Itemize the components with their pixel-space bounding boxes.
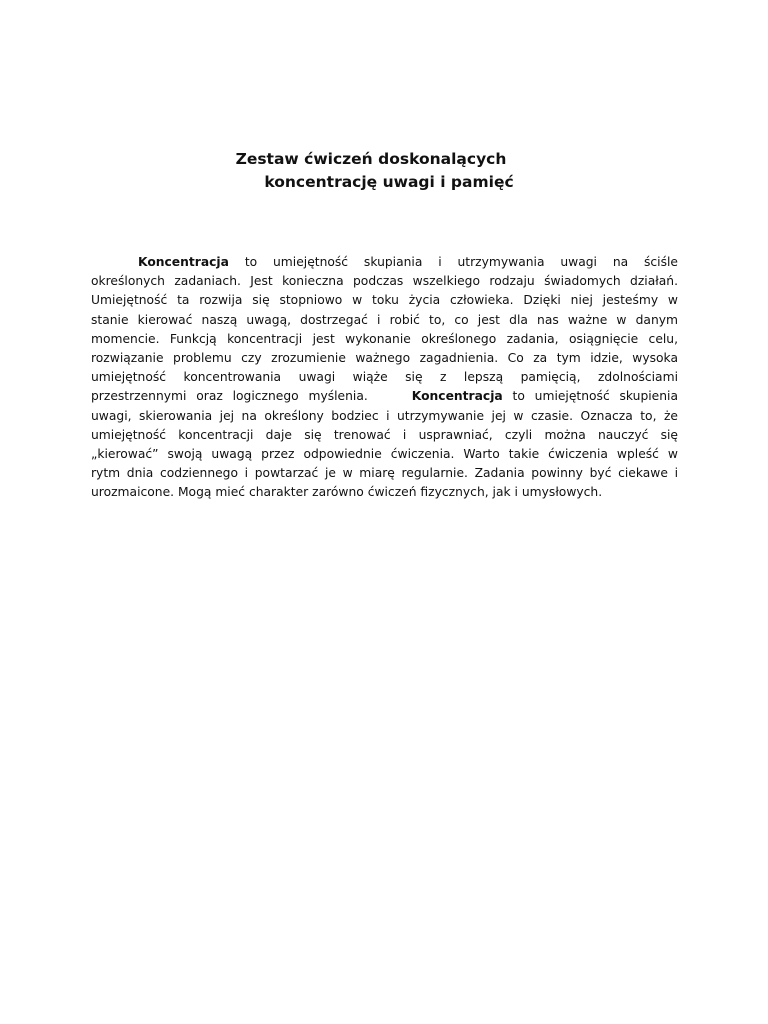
paragraph-line: określonych zadaniach. Jest konieczna podczas wszelkiego rodzaju świadomych działań. [91, 274, 678, 289]
paragraph-line: momencie. Funkcją koncentracji jest wykonanie określonego zadania, osiągnięcie celu, [91, 331, 678, 346]
paragraph-line: uwagi, skierowania jej na określony bodziec i utrzymywanie jej w czasie. Oznacza to, że [91, 408, 678, 423]
paragraph-line: Umiejętność ta rozwija się stopniowo w toku życia człowieka. Dzięki niej jesteśmy w [91, 293, 678, 308]
document-title [0, 148, 768, 194]
title-line-2: koncentrację uwagi i pamięć [264, 173, 514, 191]
keyword: Koncentracja [138, 255, 229, 269]
paragraph-line: umiejętność koncentrowania uwagi wiąże się z lepszą pamięcią, zdolnościami [91, 370, 678, 385]
paragraph-line: rytm dnia codziennego i powtarzać je w miarę regularnie. Zadania powinny być ciekawe i [91, 466, 678, 481]
paragraph-line: urozmaicone. Mogą mieć charakter zarówno ćwiczeń fizycznych, jak i umysłowych. [91, 485, 603, 500]
paragraph-line: umiejętność koncentracji daje się trenować i usprawniać, czyli można nauczyć się [91, 427, 678, 442]
keyword: Koncentracja [411, 389, 503, 404]
paragraph-line: stanie kierować naszą uwagą, dostrzegać i robić to, co jest dla nas ważne w danym [91, 312, 678, 327]
body-paragraph [91, 253, 678, 502]
paragraph-line: rozwiązanie problemu czy zrozumienie ważnego zagadnienia. Co za tym idzie, wysoka [91, 350, 678, 365]
paragraph-line: Koncentracja to umiejętność skupiania i utrzymywania uwagi na ściśle [138, 255, 678, 269]
title-line-1: Zestaw ćwiczeń doskonalących [235, 150, 507, 168]
paragraph-line: przestrzennymi oraz logicznego myślenia. Koncentracja to umiejętność skupienia [91, 389, 678, 404]
paragraph-line: „kierować” swoją uwagą przez odpowiednie ćwiczenia. Warto takie ćwiczenia wpleść w [91, 446, 678, 461]
